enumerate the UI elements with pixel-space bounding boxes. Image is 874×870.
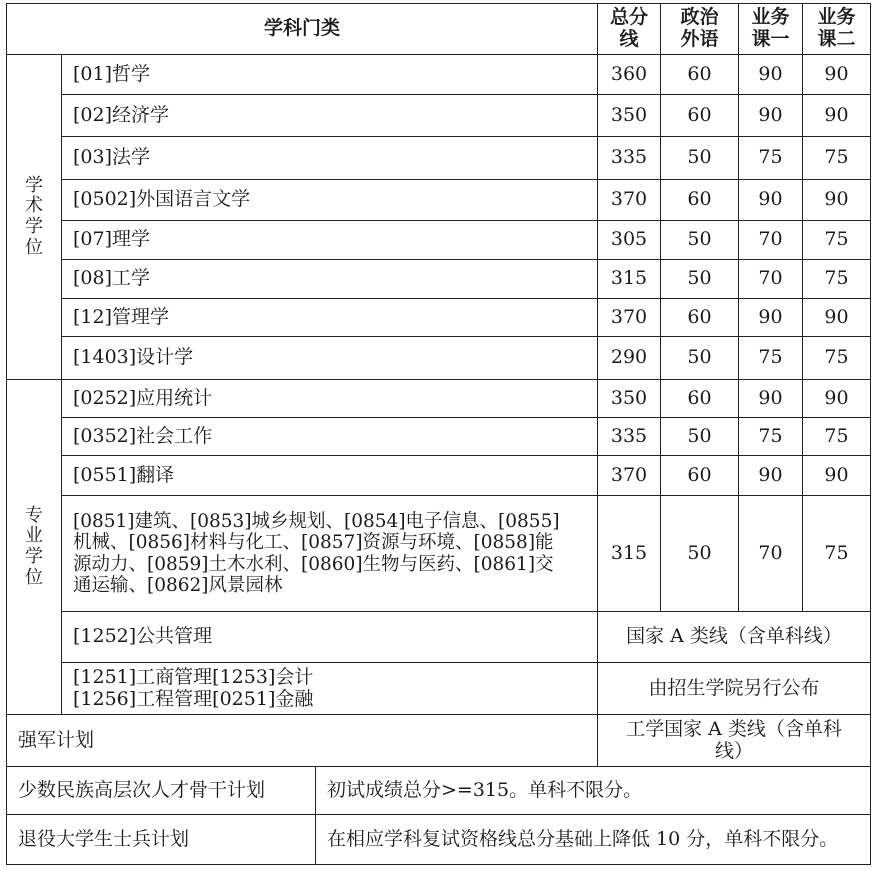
course1-score: 70 xyxy=(739,260,803,299)
total-score: 370 xyxy=(598,456,661,496)
subject-name: [0551]翻译 xyxy=(62,456,598,496)
course2-score: 90 xyxy=(803,180,871,221)
course2-score: 75 xyxy=(803,221,871,260)
politics-score: 60 xyxy=(661,456,739,496)
total-score: 350 xyxy=(598,95,661,137)
table-row xyxy=(7,180,871,221)
table-row xyxy=(7,221,871,260)
total-score: 335 xyxy=(598,137,661,180)
subject-name: [0502]外国语言文学 xyxy=(62,180,598,221)
plan-military: 强军计划 xyxy=(7,715,598,767)
politics-score: 50 xyxy=(661,260,739,299)
table-row xyxy=(7,767,871,815)
header-course2: 业务 课二 xyxy=(803,4,871,55)
subject-name: [07]理学 xyxy=(62,221,598,260)
politics-score: 60 xyxy=(661,380,739,418)
total-score: 370 xyxy=(598,180,661,221)
public-admin-note: 国家 A 类线（含单科线） xyxy=(598,612,871,663)
course1-score: 90 xyxy=(739,456,803,496)
course1-score: 90 xyxy=(739,380,803,418)
course2-score: 75 xyxy=(803,496,871,612)
total-score: 360 xyxy=(598,55,661,95)
politics-score: 50 xyxy=(661,418,739,456)
table-row xyxy=(7,418,871,456)
subject-name: [08]工学 xyxy=(62,260,598,299)
total-score: 370 xyxy=(598,299,661,337)
course1-score: 75 xyxy=(739,418,803,456)
table-row xyxy=(7,815,871,865)
total-score: 290 xyxy=(598,337,661,380)
table-row xyxy=(7,715,871,767)
course1-score: 90 xyxy=(739,299,803,337)
table-row xyxy=(7,337,871,380)
total-score: 315 xyxy=(598,496,661,612)
table-row xyxy=(7,663,871,715)
politics-score: 60 xyxy=(661,180,739,221)
table-row xyxy=(7,380,871,418)
plan-military-note: 工学国家 A 类线（含单科线） xyxy=(598,715,871,767)
header-total: 总分 线 xyxy=(598,4,661,55)
business-subjects: [1251]工商管理[1253]会计 [1256]工程管理[0251]金融 xyxy=(62,663,598,715)
total-score: 315 xyxy=(598,260,661,299)
course1-score: 70 xyxy=(739,496,803,612)
total-score: 335 xyxy=(598,418,661,456)
plan-veteran: 退役大学生士兵计划 xyxy=(7,815,316,865)
subject-name: [02]经济学 xyxy=(62,95,598,137)
plan-minority: 少数民族高层次人才骨干计划 xyxy=(7,767,316,815)
table-row xyxy=(7,612,871,663)
plan-minority-note: 初试成绩总分>=315。单科不限分。 xyxy=(316,767,871,815)
subject-name: [03]法学 xyxy=(62,137,598,180)
course2-score: 90 xyxy=(803,456,871,496)
politics-score: 50 xyxy=(661,337,739,380)
course2-score: 90 xyxy=(803,95,871,137)
course2-score: 90 xyxy=(803,380,871,418)
header-course1: 业务 课一 xyxy=(739,4,803,55)
politics-score: 60 xyxy=(661,55,739,95)
total-score: 305 xyxy=(598,221,661,260)
politics-score: 50 xyxy=(661,137,739,180)
politics-score: 50 xyxy=(661,496,739,612)
course1-score: 90 xyxy=(739,95,803,137)
table-row xyxy=(7,299,871,337)
course2-score: 75 xyxy=(803,337,871,380)
course2-score: 75 xyxy=(803,260,871,299)
table-row xyxy=(7,260,871,299)
course1-score: 90 xyxy=(739,180,803,221)
table-row xyxy=(7,137,871,180)
table-row xyxy=(7,496,871,612)
table-row xyxy=(7,95,871,137)
subject-name: [0252]应用统计 xyxy=(62,380,598,418)
course1-score: 90 xyxy=(739,55,803,95)
total-score: 350 xyxy=(598,380,661,418)
header-politics: 政治 外语 xyxy=(661,4,739,55)
category-academic: 学 术 学 位 xyxy=(7,55,62,380)
course1-score: 70 xyxy=(739,221,803,260)
score-table xyxy=(6,3,871,865)
header-subject: 学科门类 xyxy=(7,4,598,55)
subject-name: [1252]公共管理 xyxy=(62,612,598,663)
course2-score: 90 xyxy=(803,55,871,95)
plan-veteran-note: 在相应学科复试资格线总分基础上降低 10 分，单科不限分。 xyxy=(316,815,871,865)
course2-score: 75 xyxy=(803,418,871,456)
politics-score: 60 xyxy=(661,299,739,337)
subject-name: [12]管理学 xyxy=(62,299,598,337)
politics-score: 50 xyxy=(661,221,739,260)
subject-name: [0352]社会工作 xyxy=(62,418,598,456)
subject-name: [01]哲学 xyxy=(62,55,598,95)
category-professional: 专 业 学 位 xyxy=(7,380,62,715)
header-row xyxy=(7,4,871,55)
course1-score: 75 xyxy=(739,337,803,380)
course2-score: 75 xyxy=(803,137,871,180)
table-row xyxy=(7,456,871,496)
course2-score: 90 xyxy=(803,299,871,337)
subject-name: [1403]设计学 xyxy=(62,337,598,380)
engineering-subjects: [0851]建筑、[0853]城乡规划、[0854]电子信息、[0855] 机械、[0856]材料与化工、[0857]资源与环境、[0858]能 源动力、[0859]土木水利、[0860]生物与医药、[0861]交 通运输、[0862]风景园林 xyxy=(62,496,598,612)
business-note: 由招生学院另行公布 xyxy=(598,663,871,715)
table-row xyxy=(7,55,871,95)
politics-score: 60 xyxy=(661,95,739,137)
course1-score: 75 xyxy=(739,137,803,180)
